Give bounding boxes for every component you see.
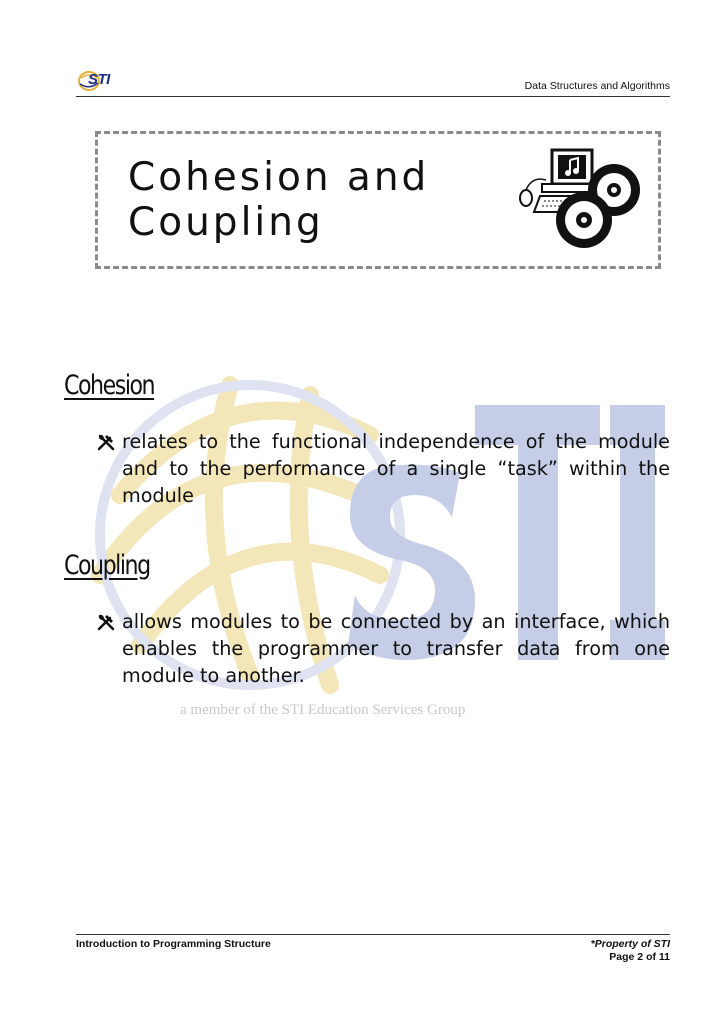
course-title: Data Structures and Algorithms: [524, 80, 670, 92]
footer-divider: [76, 934, 670, 935]
header-divider: [76, 96, 670, 97]
page-title: Cohesion and Coupling: [128, 155, 430, 245]
section-heading-cohesion: Cohesion: [64, 370, 155, 401]
computer-cd-clipart-icon: [512, 146, 642, 250]
footer-course-name: Introduction to Programming Structure: [76, 938, 271, 950]
hammer-wrench-icon: [96, 432, 116, 452]
logo-wordmark: STI: [88, 71, 110, 88]
cohesion-description: relates to the functional independence of the module and to the performance of a single “task” within the module: [122, 430, 670, 507]
section-heading-coupling: Coupling: [64, 550, 150, 581]
footer-right-block: [591, 938, 670, 964]
page-number: Page 2 of 11: [609, 951, 670, 963]
hammer-wrench-icon: [96, 612, 116, 632]
coupling-description: allows modules to be connected by an interface, which enables the programmer to transfer data from one module to another.: [122, 610, 670, 687]
property-notice: *Property of STI: [590, 938, 670, 950]
watermark-tagline: a member of the STI Education Services Group: [180, 702, 466, 718]
